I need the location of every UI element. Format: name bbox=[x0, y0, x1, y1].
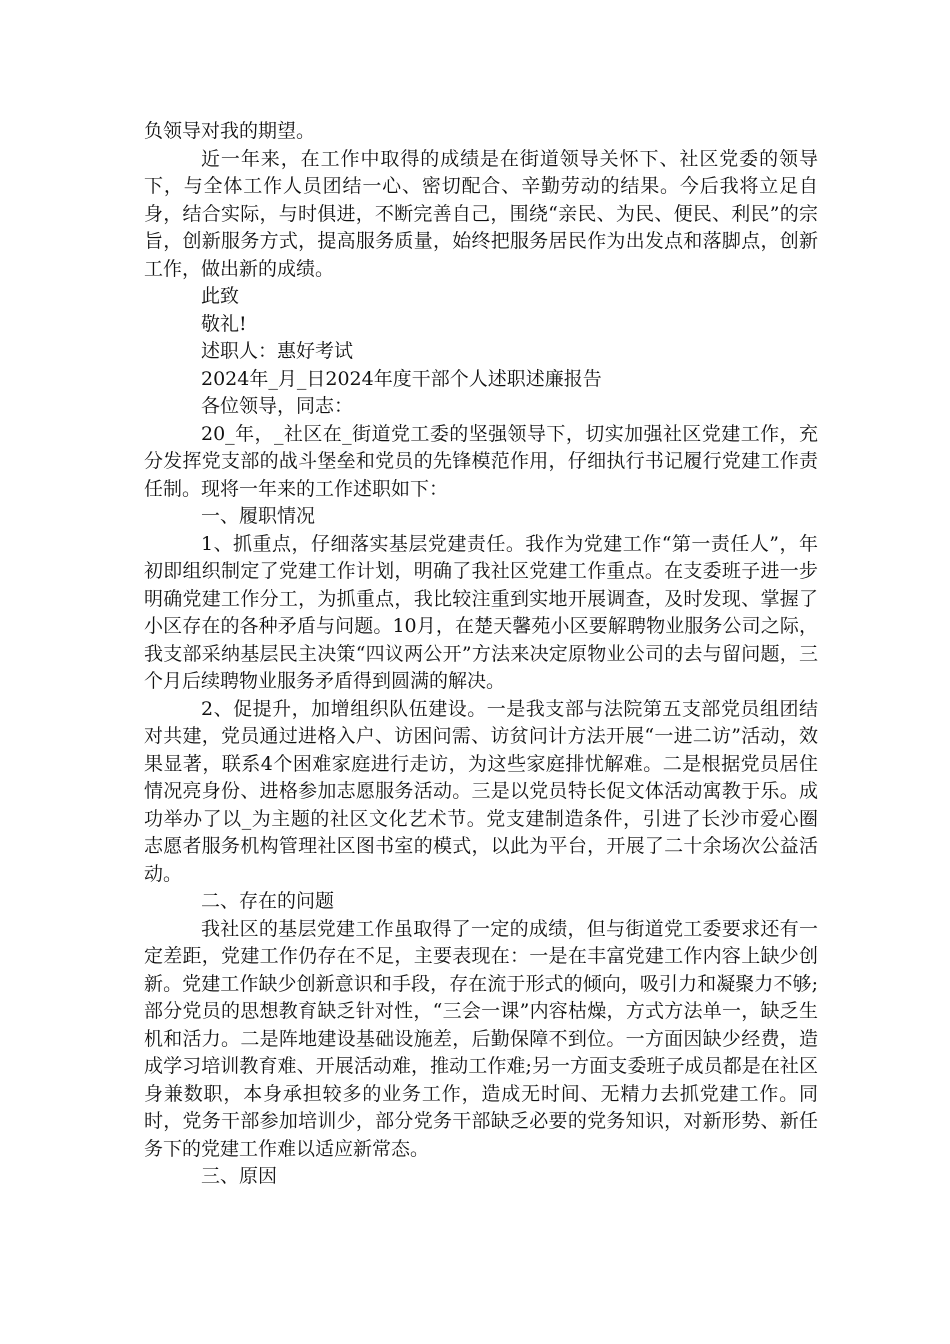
section-heading-problems: 二、存在的问题 bbox=[201, 890, 335, 912]
paragraph-duty-2: 2、促提升，加增组织队伍建设。一是我支部与法院第五支部党员组团结对共建，党员通过进格入户、访困问需、访贫问计方法开展“一进二访”活动，效果显著，联系4个困难家庭进行走访，为这些家庭排忧解难。二是根据党员居住情况亮身份、进格参加志愿服务活动。三是以党员特长促文体活动寓教于乐。成功举办了以_为主题的社区文化艺术节。党支建制造条件，引进了长沙市爱心圈志愿者服务机构管理社区图书室的模式，以此为平台，开展了二十余场次公益活动。 bbox=[144, 697, 818, 885]
document-body bbox=[144, 118, 818, 1191]
paragraph-closing-continuation: 负领导对我的期望。 bbox=[144, 120, 316, 142]
section-heading-duties: 一、履职情况 bbox=[201, 505, 316, 527]
signature-reporter: 述职人：惠好考试 bbox=[201, 340, 354, 362]
date-and-report-title: 2024年_月_日2024年度干部个人述职述廉报告 bbox=[201, 367, 602, 390]
paragraph-intro: 20_年，_社区在_街道党工委的坚强领导下，切实加强社区党建工作，充分发挥党支部的战斗堡垒和党员的先锋模范作用，仔细执行书记履行党建工作责任制。现将一年来的工作述职如下： bbox=[144, 422, 818, 500]
salutation-jingli: 敬礼! bbox=[201, 312, 247, 335]
paragraph-duty-1: 1、抓重点，仔细落实基层党建责任。我作为党建工作“第一责任人”，年初即组织制定了党建工作计划，明确了我社区党建工作重点。在支委班子进一步明确党建工作分工，为抓重点，我比较注重到实地开展调查，及时发现、掌握了小区存在的各种矛盾与问题。10月，在楚天馨苑小区要解聘物业服务公司之际，我支部采纳基层民主决策“四议两公开”方法来决定原物业公司的去与留问题，三个月后续聘物业服务矛盾得到圆满的解决。 bbox=[144, 532, 818, 692]
salutation-cizhi: 此致 bbox=[201, 285, 240, 307]
greeting: 各位领导，同志： bbox=[201, 395, 354, 417]
paragraph-achievements: 近一年来，在工作中取得的成绩是在街道领导关怀下、社区党委的领导下，与全体工作人员团结一心、密切配合、辛勤劳动的结果。今后我将立足自身，结合实际，与时俱进，不断完善自己，围绕“亲民、为民、便民、利民”的宗旨，创新服务方式，提高服务质量，始终把服务居民作为出发点和落脚点，创新工作，做出新的成绩。 bbox=[144, 147, 818, 280]
paragraph-problems: 我社区的基层党建工作虽取得了一定的成绩，但与街道党工委要求还有一定差距，党建工作仍存在不足，主要表现在：一是在丰富党建工作内容上缺少创新。党建工作缺少创新意识和手段，存在流于形式的倾向，吸引力和凝聚力不够;部分党员的思想教育缺乏针对性，“三会一课”内容枯燥，方式方法单一，缺乏生机和活力。二是阵地建设基础设施差，后勤保障不到位。一方面因缺少经费，造成学习培训教育难、开展活动难，推动工作难;另一方面支委班子成员都是在社区身兼数职，本身承担较多的业务工作，造成无时间、无精力去抓党建工作。同时，党务干部参加培训少，部分党务干部缺乏必要的党务知识，对新形势、新任务下的党建工作难以适应新常态。 bbox=[144, 917, 818, 1160]
section-heading-reasons: 三、原因 bbox=[201, 1165, 278, 1187]
